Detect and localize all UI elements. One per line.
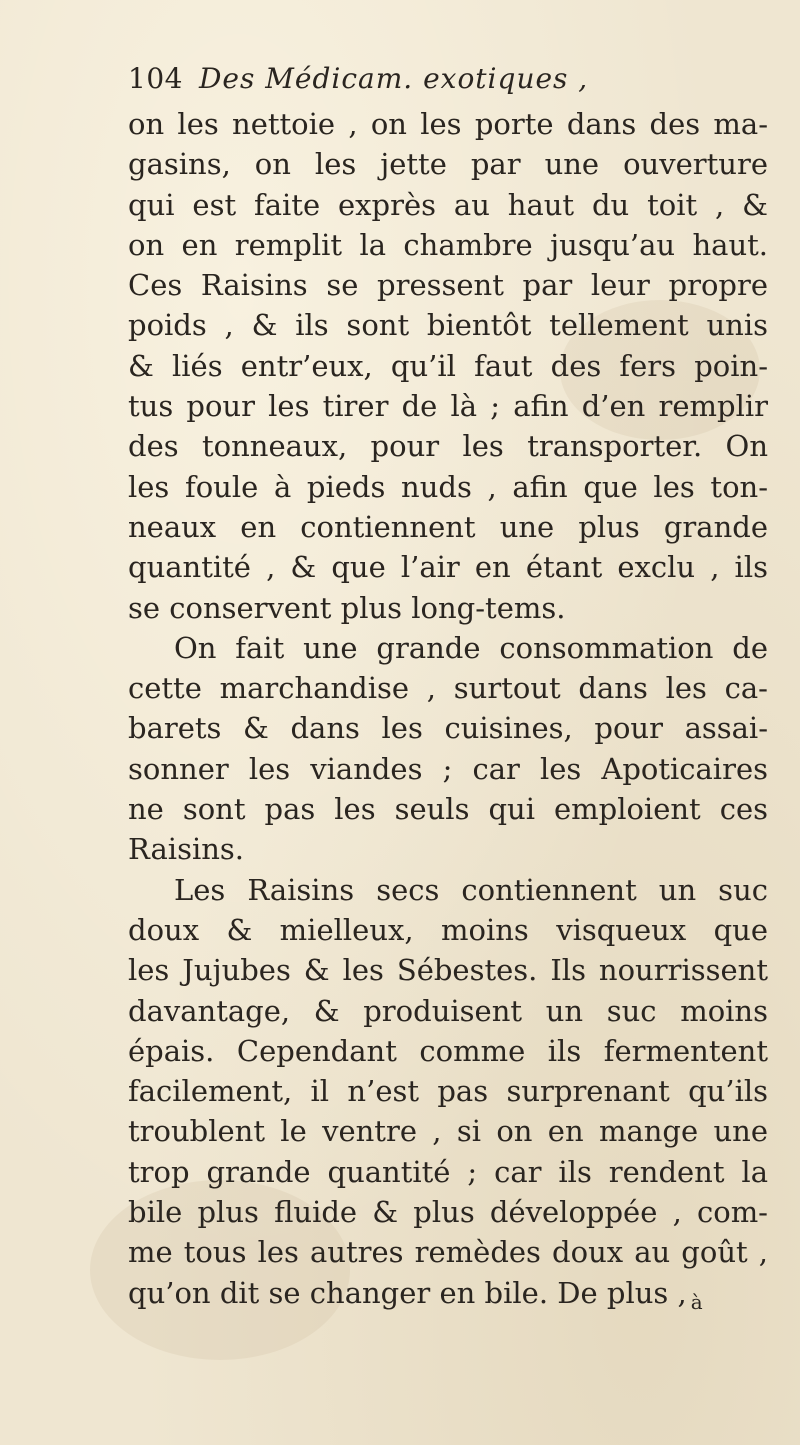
text-line: bile plus fluide & plus développée , com-	[128, 1195, 768, 1230]
text-line: barets & dans les cuisines, pour assai-	[128, 711, 768, 746]
text-line: doux & mielleux, moins visqueux que	[128, 912, 768, 947]
running-title: Des Médicam. exotiques ,	[198, 62, 589, 95]
text-line: troublent le ventre , si on en mange une	[128, 1114, 768, 1149]
text-line: quantité , & que l’air en étant exclu , ils	[128, 550, 768, 585]
catchword: à	[690, 1289, 703, 1314]
text-line: sonner les viandes ; car les Apoticaires	[128, 751, 768, 786]
text-line: trop grande quantité ; car ils rendent la	[128, 1154, 768, 1189]
text-line: Raisins.	[128, 832, 244, 867]
text-line: on en remplit la chambre jusqu’au haut.	[128, 227, 768, 262]
text-line: des tonneaux, pour les transporter. On	[128, 429, 768, 464]
text-line: cette marchandise , surtout dans les ca-	[128, 671, 768, 706]
text-line: épais. Cependant comme ils fermentent	[128, 1033, 768, 1068]
text-line: tus pour les tirer de là ; afin d’en remplir	[128, 389, 768, 424]
text-line: qu’on dit se changer en bile. De plus , $_à$	[128, 1275, 703, 1314]
text-line: poids , & ils sont bientôt tellement unis	[128, 308, 768, 343]
text-line: gasins, on les jette par une ouverture	[128, 147, 768, 182]
text-line: se conservent plus long-tems.	[128, 590, 566, 625]
text-line: les foule à pieds nuds , afin que les ton-	[128, 469, 768, 504]
text-line: qui est faite exprès au haut du toit , &	[128, 187, 768, 222]
text-line: neaux en contiennent une plus grande	[128, 509, 768, 544]
page-number: 104	[128, 62, 183, 95]
text-line: & liés entr’eux, qu’il faut des fers poin-	[128, 348, 768, 383]
text-line: On fait une grande consommation de	[174, 630, 768, 665]
text-line: Ces Raisins se pressent par leur propre	[128, 268, 768, 303]
text-line: me tous les autres remèdes doux au goût ,	[128, 1235, 768, 1270]
text-line: Les Raisins secs contiennent un suc	[174, 872, 768, 907]
text-line: davantage, & produisent un suc moins	[128, 993, 768, 1028]
text-line: ne sont pas les seuls qui emploient ces	[128, 792, 768, 827]
body-text	[128, 104, 768, 1313]
text-line: les Jujubes & les Sébestes. Ils nourrissent	[128, 953, 768, 988]
text-line: facilement, il n’est pas surprenant qu’ils	[128, 1074, 768, 1109]
running-header	[128, 62, 768, 102]
text-line: on les nettoie , on les porte dans des ma-	[128, 107, 768, 141]
